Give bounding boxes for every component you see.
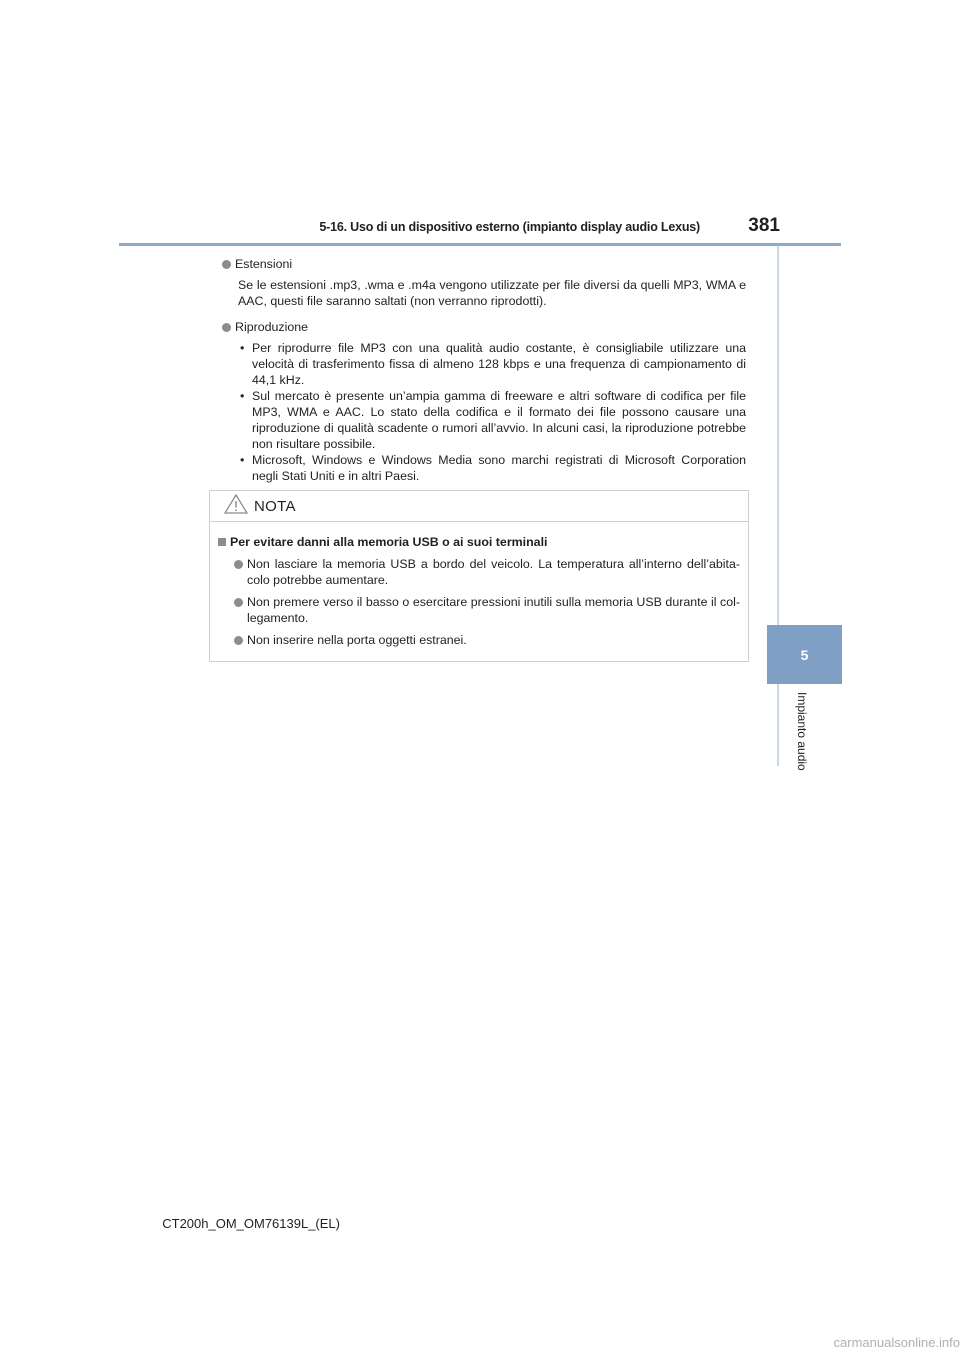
section-heading-text: Estensioni [235, 257, 293, 271]
warning-triangle-icon [224, 494, 248, 519]
note-item [234, 556, 740, 588]
section-heading [222, 319, 746, 335]
note-title: NOTA [254, 497, 296, 515]
note-item [234, 632, 740, 648]
chapter-number: 5 [800, 646, 809, 663]
note-header [210, 491, 748, 522]
note-item-text: Non premere verso il basso o esercitare pressioni inutili sulla memoria USB durante il col-legamento. [247, 595, 740, 625]
bullet-dot-icon [222, 260, 231, 269]
section-heading-text: Riproduzione [235, 320, 309, 334]
note-item-text: Non lasciare la memoria USB a bordo del veicolo. La temperatura all’interno dell’abita-colo potrebbe aumentare. [247, 557, 740, 587]
chapter-label: Impianto audio [795, 692, 809, 771]
main-content [222, 256, 746, 494]
running-header-title: 5-16. Uso di un dispositivo esterno (impianto display audio Lexus) [319, 220, 700, 234]
section-heading [222, 256, 746, 272]
note-item [234, 594, 740, 626]
footer-doc-code: CT200h_OM_OM76139L_(EL) [162, 1216, 340, 1231]
note-box [209, 490, 749, 662]
note-body [210, 522, 748, 648]
section-estensioni [222, 256, 746, 309]
note-heading [218, 534, 740, 550]
chapter-tab [767, 625, 842, 684]
sub-bullet-list [238, 340, 746, 484]
note-item-text: Non inserire nella porta oggetti estranei. [247, 633, 467, 647]
header-rule [119, 243, 841, 246]
list-item: • Per riprodurre file MP3 con una qualità audio costante, è consigliabile utilizzare una velocità di trasferimento fissa di almeno 128 kbps e una frequenza di campionamento di 44,1 kHz. [238, 340, 746, 388]
section-paragraph: Se le estensioni .mp3, .wma e .m4a vengono utilizzate per file diversi da quelli MP3, WMA e AAC, questi file saranno saltati (non verranno riprodotti). [238, 278, 746, 308]
page-number: 381 [748, 215, 780, 236]
bullet-dot-icon [234, 598, 243, 607]
square-bullet-icon [218, 538, 226, 546]
list-item: • Sul mercato è presente un’ampia gamma di freeware e altri software di codifica per file MP3, WMA e AAC. Lo stato della codifica e il formato dei file possono causare una riproduzione di qualità scadente o rumori all’avvio. In alcuni casi, la riproduzione potrebbe non risultare possibile. [238, 388, 746, 452]
list-item: • Microsoft, Windows e Windows Media sono marchi registrati di Microsoft Corporation negli Stati Uniti e in altri Paesi. [238, 452, 746, 484]
watermark-link[interactable]: carmanualsonline.info [833, 1335, 960, 1350]
bullet-dot-icon [234, 636, 243, 645]
bullet-dot-icon [234, 560, 243, 569]
bullet-dot-icon [222, 323, 231, 332]
side-rule [777, 246, 779, 766]
section-riproduzione [222, 319, 746, 484]
note-heading-text: Per evitare danni alla memoria USB o ai suoi terminali [230, 535, 548, 549]
